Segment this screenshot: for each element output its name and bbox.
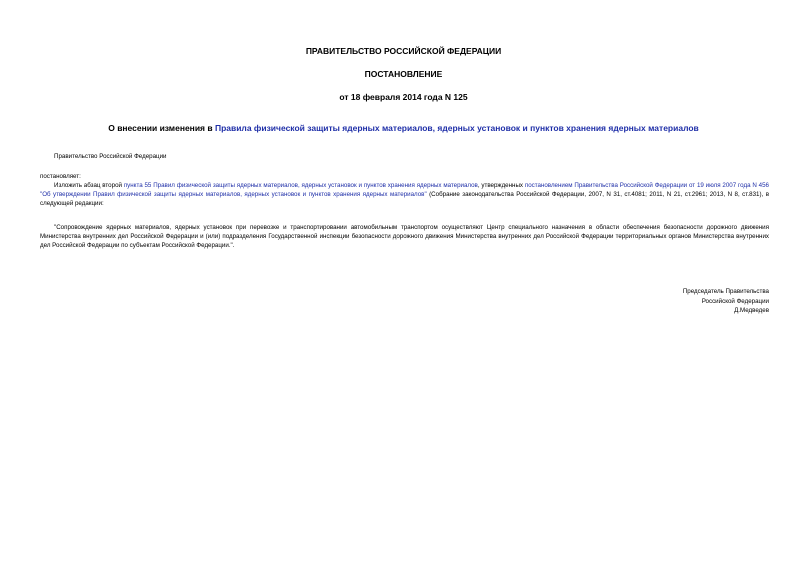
signature-country: Российской Федерации <box>701 297 769 305</box>
signature-block <box>683 287 769 316</box>
document-type: ПОСТАНОВЛЕНИЕ <box>364 69 443 79</box>
rules-paragraph-link[interactable]: пункта 55 Правил физической защиты ядерных материалов, ядерных установок и пунктов хранения ядерных материалов <box>123 182 478 189</box>
document-subject <box>0 123 807 134</box>
instruction-text-3: (Собрание законодательства Российской Федерации, 2007, N 31, ст.4081; 2011, N 21, ст.2961; 2013, N 8, ст.831), в следующей редакции: <box>40 191 769 207</box>
decided-text: постановляет: <box>40 173 81 180</box>
preamble-text: Правительство Российской Федерации <box>54 153 167 160</box>
instruction-text-2: , утвержденных <box>477 182 525 189</box>
subject-rules-link[interactable]: Правила физической защиты ядерных материалов, ядерных установок и пунктов хранения ядерных материалов <box>214 123 699 133</box>
signature-title: Председатель Правительства <box>682 288 769 295</box>
amended-text-quote: "Сопровождение ядерных материалов, ядерных установок при перевозке и транспортировании автомобильным транспортом осуществляют Центр специального назначения в области обеспечения безопасности дорожного движения Министерства внутренних дел Российской Федерации и (или) подразделения Государственной инспекции безопасности дорожного движения Министерства внутренних дел Российской Федерации территориальных органов Министерства внутренних дел Российской Федерации по субъектам Российской Федерации.". <box>40 224 769 249</box>
issuing-authority: ПРАВИТЕЛЬСТВО РОССИЙСКОЙ ФЕДЕРАЦИИ <box>305 46 502 56</box>
subject-prefix: О внесении изменения в <box>108 123 215 133</box>
resolution-link[interactable]: постановлением Правительства Российской Федерации от 19 июля 2007 года N 456 "Об утверждении Правил физической защиты ядерных материалов, ядерных установок и пунктов хранения ядерных материалов" <box>40 182 769 198</box>
instruction-paragraph <box>40 181 769 208</box>
instruction-text-1: Изложить абзац второй <box>54 182 124 189</box>
document-date-number: от 18 февраля 2014 года N 125 <box>339 92 468 102</box>
signature-name: Д.Медведев <box>734 307 769 314</box>
